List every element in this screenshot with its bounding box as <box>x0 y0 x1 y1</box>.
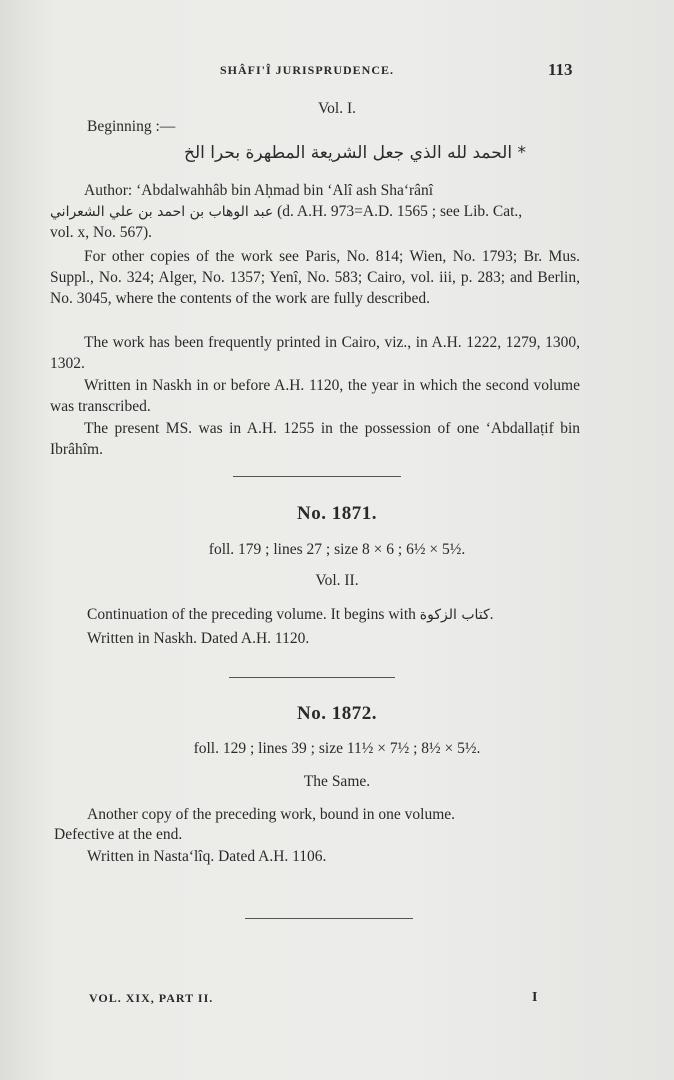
entry-1871-continuation: Continuation of the preceding volume. It begins with كتاب الزكوة. <box>87 606 494 623</box>
entry-1872-copy-line-2: Defective at the end. <box>54 826 183 843</box>
printed-paragraph: The work has been frequently printed in Cairo, viz., in A.H. 1222, 1279, 1300, 1302. <box>50 334 580 372</box>
author-line-1: Author: ‘Abdalwahhâb bin Aḥmad bin ‘Alî ash Sha‘rânî <box>84 182 434 199</box>
present-ms-paragraph: The present MS. was in A.H. 1255 in the possession of one ‘Abdallaṭif bin Ibrâhîm. <box>50 420 580 458</box>
author-line-2 <box>50 201 522 223</box>
section-divider-3 <box>245 918 413 919</box>
arabic-begins-with: كتاب الزكوة <box>419 607 490 623</box>
author-death-date: (d. A.H. 973=A.D. 1565 ; see Lib. Cat., <box>277 203 523 220</box>
vol-label-1: Vol. I. <box>317 100 357 117</box>
other-copies-paragraph: For other copies of the work see Paris, No. 814; Wien, No. 1793; Br. Mus. Suppl., No. 324; Alger, No. 1357; Yenî, No. 583; Cairo, vol. iii, p. 283; and Berlin, No. 3045, where the contents of the work are fully described. <box>50 248 580 307</box>
footer-signature: VOL. XIX, PART II. <box>89 991 214 1005</box>
continuation-text: Continuation of the preceding volume. It begins with <box>87 606 416 623</box>
entry-1872-title: The Same. <box>303 773 371 790</box>
author-arabic-name: عبد الوهاب بن احمد بن علي الشعراني <box>50 204 274 220</box>
section-divider-1 <box>233 476 401 477</box>
entry-1872-written: Written in Nasta‘lîq. Dated A.H. 1106. <box>87 848 327 865</box>
running-header-title: SHÂFI'Î JURISPRUDENCE. <box>220 63 395 77</box>
entry-1871-details: foll. 179 ; lines 27 ; size 8 × 6 ; 6½ × 5½. <box>208 541 466 558</box>
footer-sheet-mark: I <box>532 990 538 1005</box>
entry-1871-written: Written in Naskh. Dated A.H. 1120. <box>87 630 310 647</box>
arabic-incipit: * الحمد لله الذي جعل الشريعة المطهرة بحرا الخ <box>184 143 526 163</box>
written-paragraph: Written in Naskh in or before A.H. 1120, the year in which the second volume was transcribed. <box>50 377 580 415</box>
entry-number-1872: No. 1872. <box>297 703 377 724</box>
entry-1871-vol-label: Vol. II. <box>315 572 359 589</box>
beginning-label: Beginning :— <box>87 118 176 135</box>
entry-1872-copy-line-1: Another copy of the preceding work, bound in one volume. <box>87 806 456 823</box>
page-number: 113 <box>548 60 573 79</box>
section-divider-2 <box>229 677 395 678</box>
entry-1872-details: foll. 129 ; lines 39 ; size 11½ × 7½ ; 8½ × 5½. <box>193 740 481 757</box>
entry-number-1871: No. 1871. <box>297 503 377 524</box>
author-line-3: vol. x, No. 567). <box>50 224 153 241</box>
